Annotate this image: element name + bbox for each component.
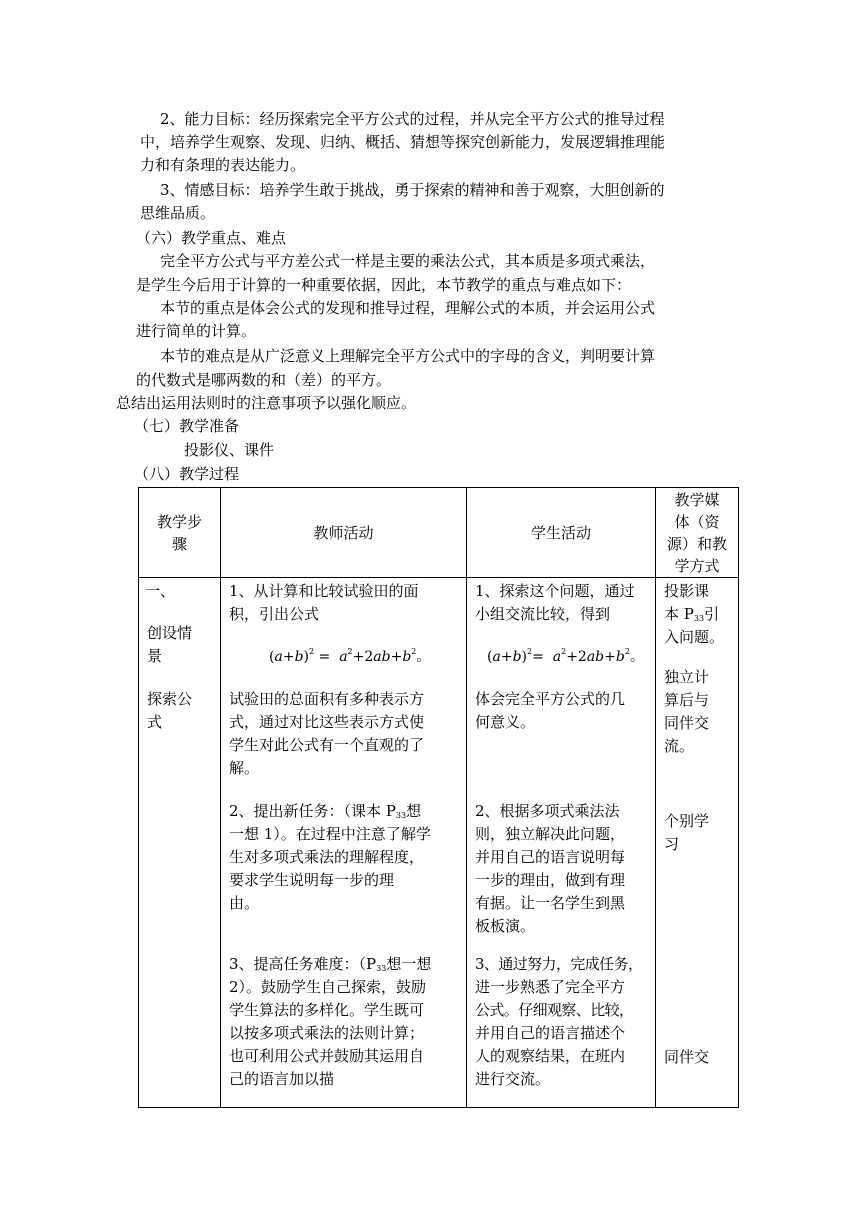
teacher-item-2-line-3: 生对多项式乘法的理解程度， [229, 848, 425, 866]
summary-line: 总结出运用法则时的注意事项予以强化顺应。 [116, 394, 417, 412]
student-item-3-line-5: 人的观察结果，在班内 [475, 1047, 626, 1065]
header-media-line-1: 教学媒 [674, 490, 720, 509]
difficulty-line-1: 本节的难点是从广泛意义上理解完全平方公式中的字母的含义，判明要计算 [160, 347, 656, 365]
teacher-item-3-line-6: 己的语言加以描 [229, 1070, 335, 1088]
student-item-1-line-3: 体会完全平方公式的几 [475, 690, 626, 708]
student-item-3-line-1: 3、通过努力，完成任务， [475, 955, 643, 973]
media-item-4-line-1: 同伴交 [664, 1048, 710, 1066]
key-point-line-1: 本节的重点是体会公式的发现和推导过程，理解公式的本质，并会运用公式 [160, 299, 656, 317]
preparation-line: 投影仪、课件 [184, 441, 275, 459]
student-item-2-line-3: 并用自己的语言说明每 [475, 848, 626, 866]
teacher-item-3-line-1: 3、提高任务难度：（$P_{33}$想一想 [229, 955, 432, 973]
section-8-title: （八）教学过程 [134, 465, 240, 483]
teacher-item-3-line-5: 也可利用公式并鼓励其运用自 [229, 1047, 425, 1065]
teacher-item-1-line-4: 式，通过对比这些表示方式使 [229, 713, 425, 731]
stage-create-line-1: 创设情 [147, 624, 193, 642]
key-point-line-2: 进行简单的计算。 [136, 322, 257, 340]
student-item-3-line-2: 进一步熟悉了完全平方 [475, 978, 626, 996]
media-item-2-line-3: 同伴交 [664, 714, 710, 732]
student-item-3-line-4: 并用自己的语言描述个 [475, 1024, 626, 1042]
teacher-item-2-line-4: 要求学生说明每一步的理 [229, 871, 395, 889]
student-item-3-line-3: 公式。仔细观察、比较， [475, 1001, 634, 1019]
student-item-1-line-4: 何意义。 [475, 713, 536, 731]
student-item-3-line-6: 进行交流。 [475, 1070, 551, 1088]
teacher-item-3-line-4: 以按多项式乘法的法则计算； [229, 1024, 425, 1042]
teacher-formula: $(a+b)^2 = a^2+2ab+b^2$。 [269, 647, 431, 665]
media-item-1-line-2: 本 $P_{33}$引 [664, 605, 720, 623]
header-student-label: 学生活动 [530, 523, 591, 542]
media-item-3-line-2: 习 [664, 835, 680, 853]
emotion-goal-line-2: 思维品质。 [140, 204, 216, 222]
teacher-item-1-line-5: 学生对此公式有一个直观的了 [229, 736, 425, 754]
teacher-item-1-line-6: 解。 [229, 759, 260, 777]
emotion-goal-line-1: 3、情感目标：培养学生敢于挑战，勇于探索的精神和善于观察，大胆创新的 [160, 181, 665, 199]
key-intro-line-2: 是学生今后用于计算的一种重要依据，因此，本节教学的重点与难点如下： [136, 276, 632, 294]
media-item-2-line-2: 算后与 [664, 691, 710, 709]
header-step-line-1: 教学步 [156, 512, 202, 531]
media-item-1-line-3: 入问题。 [664, 628, 725, 646]
ability-goal-line-2: 中，培养学生观察、发现、归纳、概括、猜想等探究创新能力，发展逻辑推理能 [140, 133, 666, 151]
header-step [139, 488, 221, 578]
header-media-line-4: 学方式 [674, 556, 720, 575]
student-item-1-line-1: 1、探索这个问题，通过 [475, 582, 635, 600]
teacher-item-1-line-3: 试验田的总面积有多种表示方 [229, 690, 425, 708]
teacher-item-3-line-2: 2）。鼓励学生自己探索，鼓励 [229, 978, 427, 996]
student-item-2-line-1: 2、根据多项式乘法法 [475, 802, 620, 820]
step-number: 一、 [145, 582, 176, 600]
teacher-item-1-line-2: 积，引出公式 [229, 605, 320, 623]
student-item-2-line-6: 板板演。 [475, 917, 536, 935]
ability-goal-line-1: 2、能力目标：经历探索完全平方公式的过程，并从完全平方公式的推导过程 [160, 110, 665, 128]
media-item-3-line-1: 个别学 [664, 812, 710, 830]
media-cell [656, 578, 739, 1108]
stage-explore-line-2: 式 [147, 713, 163, 731]
media-item-2-line-1: 独立计 [664, 668, 710, 686]
media-item-1-line-1: 投影课 [664, 582, 710, 600]
header-step-line-2: 骤 [171, 534, 187, 553]
header-media-line-2: 体（资 [674, 512, 720, 531]
teacher-item-2-line-1: 2、提出新任务：（课本 $P_{33}$想 [229, 802, 422, 820]
teaching-process-table [138, 487, 739, 1108]
teacher-item-2-line-5: 由。 [229, 894, 260, 912]
stage-explore-line-1: 探索公 [147, 690, 193, 708]
difficulty-line-2: 的代数式是哪两数的和（差）的平方。 [136, 371, 392, 389]
ability-goal-line-3: 力和有条理的表达能力。 [140, 156, 306, 174]
header-media-line-3: 源）和教 [666, 534, 727, 553]
header-media [656, 488, 739, 578]
table-row [139, 578, 739, 1108]
stage-create-line-2: 景 [147, 647, 163, 665]
key-intro-line-1: 完全平方公式与平方差公式一样是主要的乘法公式，其本质是多项式乘法， [160, 252, 656, 270]
step-cell [139, 578, 221, 1108]
section-7-title: （七）教学准备 [134, 417, 240, 435]
student-item-2-line-2: 则，独立解决此问题， [475, 825, 626, 843]
student-item-1-line-2: 小组交流比较，得到 [475, 605, 611, 623]
student-item-2-line-4: 一步的理由，做到有理 [475, 871, 626, 889]
student-formula: $(a+b)^2= a^2+2ab+b^2$。 [487, 647, 644, 665]
media-item-2-line-4: 流。 [664, 737, 695, 755]
teacher-item-2-line-2: 一想 1）。在过程中注意了解学 [229, 825, 431, 843]
student-item-2-line-5: 有据。让一名学生到黑 [475, 894, 626, 912]
student-activity-cell [467, 578, 656, 1108]
teacher-item-3-line-3: 学生算法的多样化。学生既可 [229, 1001, 425, 1019]
header-teacher-label: 教师活动 [313, 523, 374, 542]
header-student-activity [467, 488, 656, 578]
teacher-item-1-line-1: 1、从计算和比较试验田的面 [229, 582, 419, 600]
teacher-activity-cell [221, 578, 467, 1108]
header-teacher-activity [221, 488, 467, 578]
section-6-title: （六）教学重点、难点 [136, 229, 287, 247]
table-header-row [139, 488, 739, 578]
